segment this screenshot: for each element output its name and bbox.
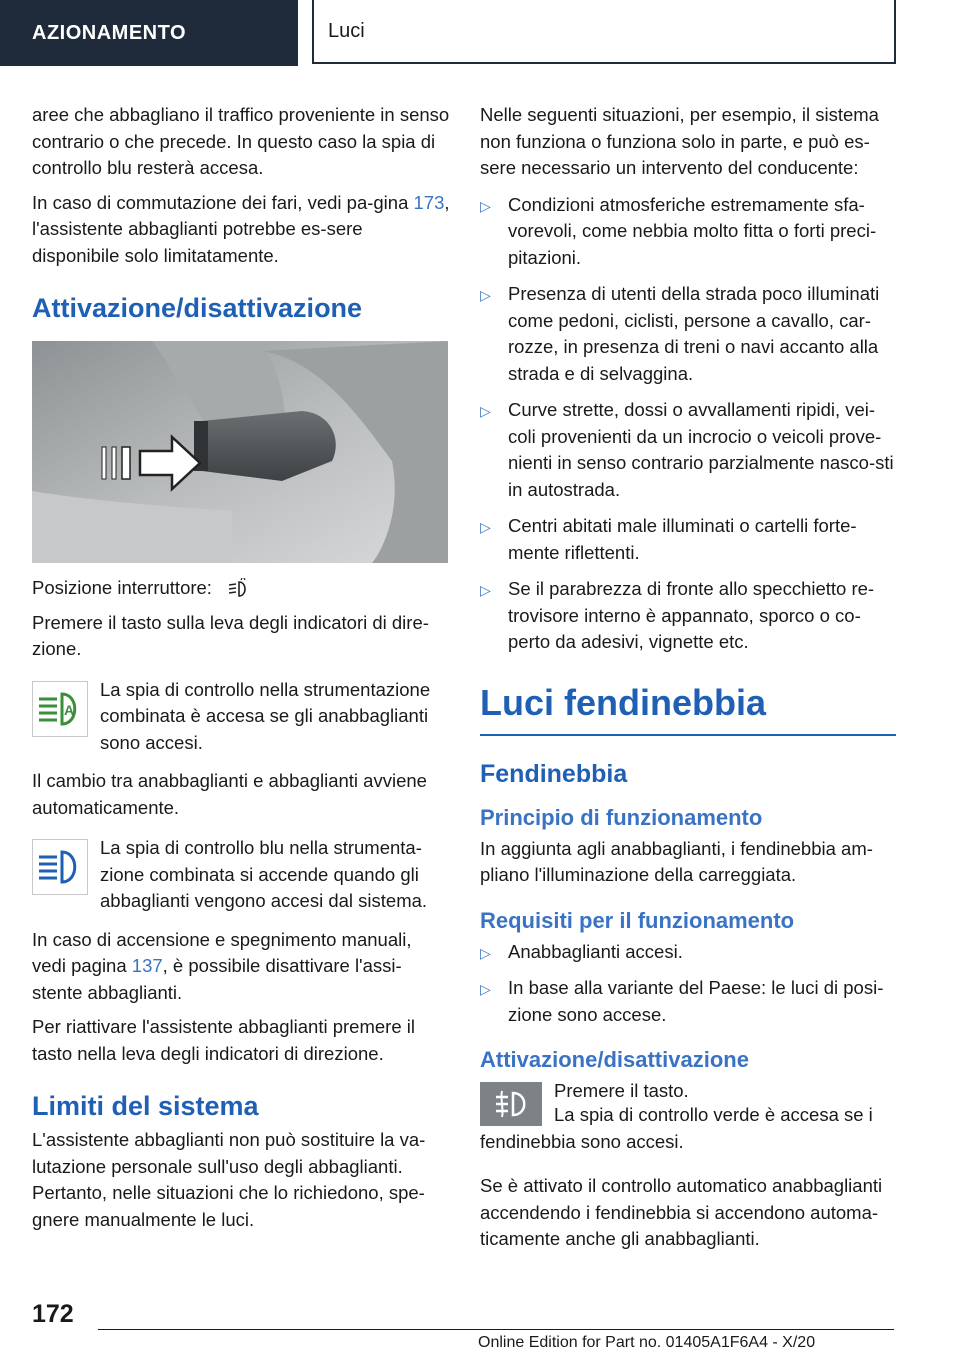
section-heading: Attivazione/disattivazione	[32, 293, 363, 323]
footer-divider	[98, 1329, 894, 1330]
subsection-heading: Requisiti per il funzionamento	[480, 907, 795, 933]
page-number: 172	[32, 1300, 74, 1328]
right-column	[480, 102, 896, 1261]
chapter-tab	[312, 0, 896, 64]
triangle-bullet-icon: ▷	[480, 197, 491, 214]
list-item: ▷ Anabbaglianti accesi.	[480, 939, 896, 966]
paragraph: Se è attivato il controllo automatico anabbaglianti accendendo i fendinebbia si accendono automa-ticamente anche gli anabbaglianti.	[480, 1175, 883, 1249]
subsection-heading: Attivazione/disattivazione	[480, 1047, 749, 1072]
list-item: ▷ Presenza di utenti della strada poco illuminati come pedoni, ciclisti, persone a cavallo, car-rozze, in presenza di treni o navi accanto alla strada e di selvaggina.	[480, 283, 880, 384]
triangle-bullet-icon: ▷	[480, 403, 491, 419]
turn-signal-lever-photo	[32, 341, 448, 563]
paragraph: Posizione interruttore:	[32, 575, 450, 602]
paragraph: Il cambio tra anabbaglianti e abbaglianti avviene automaticamente.	[32, 770, 427, 818]
triangle-bullet-icon: ▷	[480, 287, 491, 303]
paragraph: Nelle seguenti situazioni, per esempio, il sistema non funziona o funziona solo in parte, e può es-sere necessario un intervento del conducente:	[480, 104, 879, 178]
list-item: ▷ In base alla variante del Paese: le luci di posi-zione sono accese.	[480, 977, 884, 1025]
indicator-row-high-beam	[32, 835, 450, 915]
requirements-list	[480, 939, 896, 1029]
paragraph: In aggiunta agli anabbaglianti, i fendinebbia am-pliano l'illuminazione della carreggiata.	[480, 837, 873, 885]
section-tab	[0, 0, 298, 66]
paragraph: aree che abbagliano il traffico proveniente in senso contrario o che precede. In questo caso la spia di controllo blu resterà accesa.	[32, 104, 450, 178]
paragraph: Premere il tasto.	[554, 1080, 689, 1101]
paragraph: In caso di accensione e spegnimento manuali, vedi pagina 137, è possibile disattivare l'assi-stente abbaglianti.	[32, 928, 412, 1003]
indicator-description: La spia di controllo blu nella strumenta-zione combinata si accende quando gli abbaglianti vengono accesi dal sistema.	[100, 837, 428, 911]
section-heading: Fendinebbia	[480, 759, 628, 788]
page-reference-link[interactable]: 137	[131, 955, 163, 976]
triangle-bullet-icon: ▷	[480, 944, 491, 961]
section-title: AZIONAMENTO	[32, 21, 187, 44]
subsection-heading: Principio di funzionamento	[480, 804, 763, 830]
chapter-title: Luci	[328, 19, 365, 42]
triangle-bullet-icon: ▷	[480, 582, 491, 598]
paragraph: La spia di controllo verde è accesa se i fendinebbia sono accesi.	[480, 1104, 873, 1152]
fog-light-button-icon	[480, 1082, 542, 1126]
indicator-row-low-beam-assist	[32, 677, 450, 757]
svg-text:A: A	[64, 701, 75, 718]
low-beam-assist-indicator-icon	[32, 681, 88, 737]
list-item: ▷ Condizioni atmosferiche estremamente sfa-vorevoli, come nebbia molto fitta o forti preci-pitazioni.	[480, 193, 877, 268]
limitations-list	[480, 192, 896, 656]
chapter-heading: Luci fendinebbia	[480, 680, 896, 736]
list-item: ▷ Se il parabrezza di fronte allo specchietto re-trovisore interno è appannato, sporco o co-perto da adesivi, vignette etc.	[480, 578, 875, 652]
paragraph: In caso di commutazione dei fari, vedi pa-gina 173, l'assistente abbaglianti potrebbe es-sere disponibile solo limitatamente.	[32, 191, 450, 266]
paragraph: Premere il tasto sulla leva degli indicatori di dire-zione.	[32, 611, 429, 659]
edition-note: Online Edition for Part no. 01405A1F6A4 - X/20	[478, 1334, 816, 1351]
high-beam-assistant-icon	[225, 578, 251, 600]
left-column	[32, 102, 450, 1241]
paragraph: L'assistente abbaglianti non può sostituire la va-lutazione personale sull'uso degli abbaglianti. Pertanto, nelle situazioni che lo richiedono, spe-gnere manualmente le luci.	[32, 1129, 426, 1230]
list-item: ▷ Curve strette, dossi o avvallamenti ripidi, vei-coli provenienti da un incrocio o veicoli prove-nienti in senso contrario parzialmente nasco-sti in autostrada.	[480, 399, 894, 500]
indicator-description: La spia di controllo nella strumentazione combinata è accesa se gli anabbaglianti sono accesi.	[100, 678, 431, 753]
paragraph: Per riattivare l'assistente abbaglianti premere il tasto nella leva degli indicatori di direzione.	[32, 1016, 415, 1064]
high-beam-indicator-icon	[32, 839, 88, 895]
triangle-bullet-icon: ▷	[480, 981, 491, 997]
triangle-bullet-icon: ▷	[480, 519, 491, 535]
list-item: ▷ Centri abitati male illuminati o cartelli forte-mente riflettenti.	[480, 515, 857, 563]
section-heading: Limiti del sistema	[32, 1091, 259, 1121]
page-reference-link[interactable]: 173	[413, 191, 445, 213]
